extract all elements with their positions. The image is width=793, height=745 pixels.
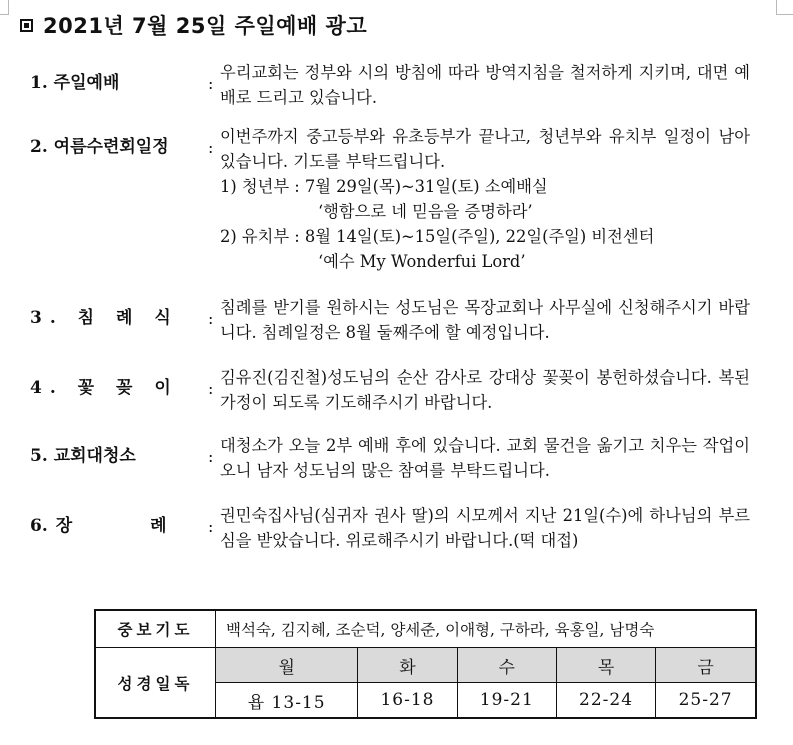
- day-thursday: 목: [556, 648, 655, 683]
- schedule-youth: 1) 청년부 : 7월 29일(목)~31일(토) 소예배실: [220, 177, 548, 196]
- announcement-item-baptism: [30, 295, 760, 350]
- schedule-youth-theme: ‘행함으로 네 믿음을 증명하라’: [318, 202, 533, 221]
- item-text: 김유진(김진철)성도님의 순산 감사로 강대상 꽃꽂이 봉헌하셨습니다. 복된 가정이 되도록 기도해주시기 바랍니다.: [220, 368, 750, 412]
- bible-label: 성경일독: [95, 648, 216, 719]
- day-friday: 금: [656, 648, 756, 683]
- prayer-row: [95, 610, 756, 648]
- item-text: 권민숙집사님(심귀자 권사 딸)의 시모께서 지난 21일(수)에 하나님의 부르심을 받았습니다. 위로해주시기 바랍니다.(떡 대접): [220, 506, 750, 550]
- bible-days-row: [95, 648, 756, 683]
- item-number: 1.: [30, 73, 48, 93]
- day-monday: 월: [216, 648, 358, 683]
- announcement-item-funeral: [30, 503, 760, 558]
- announcement-item-worship: [30, 60, 760, 115]
- announcement-item-flowers: [30, 365, 760, 420]
- item-number: 6.: [30, 516, 48, 536]
- prayer-names: 백석숙, 김지혜, 조순덕, 양세준, 이애형, 구하라, 육홍일, 남명숙: [216, 610, 757, 648]
- item-number: 3.: [30, 308, 64, 328]
- item-label: [30, 373, 179, 398]
- announcement-item-summer-retreat: [30, 124, 760, 284]
- item-colon: :: [208, 138, 214, 157]
- item-label: [30, 441, 136, 466]
- item-number: 4.: [30, 378, 64, 398]
- item-text-block: [220, 124, 750, 274]
- schedule-kindergarten: 2) 유치부 : 8월 14일(토)~15일(주일), 22일(주일) 비전센터: [220, 227, 655, 246]
- reading-tuesday: 16-18: [358, 683, 457, 719]
- reading-friday: 25-27: [656, 683, 756, 719]
- prayer-bible-table: [94, 609, 757, 719]
- schedule-kindergarten-theme: ‘예수 My Wonderfui Lord’: [318, 252, 526, 271]
- item-label: [30, 511, 203, 536]
- item-colon: :: [208, 447, 214, 466]
- item-title: 교회대청소: [53, 446, 136, 466]
- item-title: 장 례: [55, 516, 203, 536]
- item-text: 대청소가 오늘 2부 예배 후에 있습니다. 교회 물건을 옮기고 치우는 작업이오니 남자 성도님의 많은 참여를 부탁드립니다.: [220, 436, 750, 480]
- item-text: 침례를 받기를 원하시는 성도님은 목장교회나 사무실에 신청해주시기 바랍니다. 침례일정은 8월 둘째주에 할 예정입니다.: [220, 298, 750, 342]
- item-colon: :: [208, 517, 214, 536]
- item-label: [30, 303, 179, 328]
- reading-monday: 욥 13-15: [216, 683, 358, 719]
- announcement-title: 2021년 7월 25일 주일예배 광고: [43, 14, 368, 38]
- item-colon: :: [208, 309, 214, 328]
- item-title: 침 례 식: [77, 308, 179, 328]
- reading-wednesday: 19-21: [457, 683, 556, 719]
- announcement-item-cleaning: [30, 433, 760, 488]
- page-corner-mark-left: [0, 0, 9, 15]
- item-label: [30, 68, 119, 93]
- square-bullet-icon: [20, 19, 33, 32]
- day-wednesday: 수: [457, 648, 556, 683]
- item-text: 이번주까지 중고등부와 유초등부가 끝나고, 청년부와 유치부 일정이 남아 있습니다. 기도를 부탁드립니다.: [220, 127, 750, 171]
- item-colon: :: [208, 74, 214, 93]
- item-number: 2.: [30, 137, 48, 157]
- prayer-label: 중보기도: [95, 610, 216, 648]
- item-title: 꽃 꽂 이: [77, 378, 179, 398]
- item-colon: :: [208, 379, 214, 398]
- page-corner-mark-right: [776, 0, 793, 15]
- item-label: [30, 132, 169, 157]
- announcement-title-row: [20, 10, 367, 40]
- day-tuesday: 화: [358, 648, 457, 683]
- item-title: 주일예배: [53, 73, 120, 93]
- item-text: 우리교회는 정부와 시의 방침에 따라 방역지침을 철저하게 지키며, 대면 예배로 드리고 있습니다.: [220, 63, 750, 107]
- item-number: 5.: [30, 446, 48, 466]
- reading-thursday: 22-24: [556, 683, 655, 719]
- item-title: 여름수련회일정: [53, 137, 169, 157]
